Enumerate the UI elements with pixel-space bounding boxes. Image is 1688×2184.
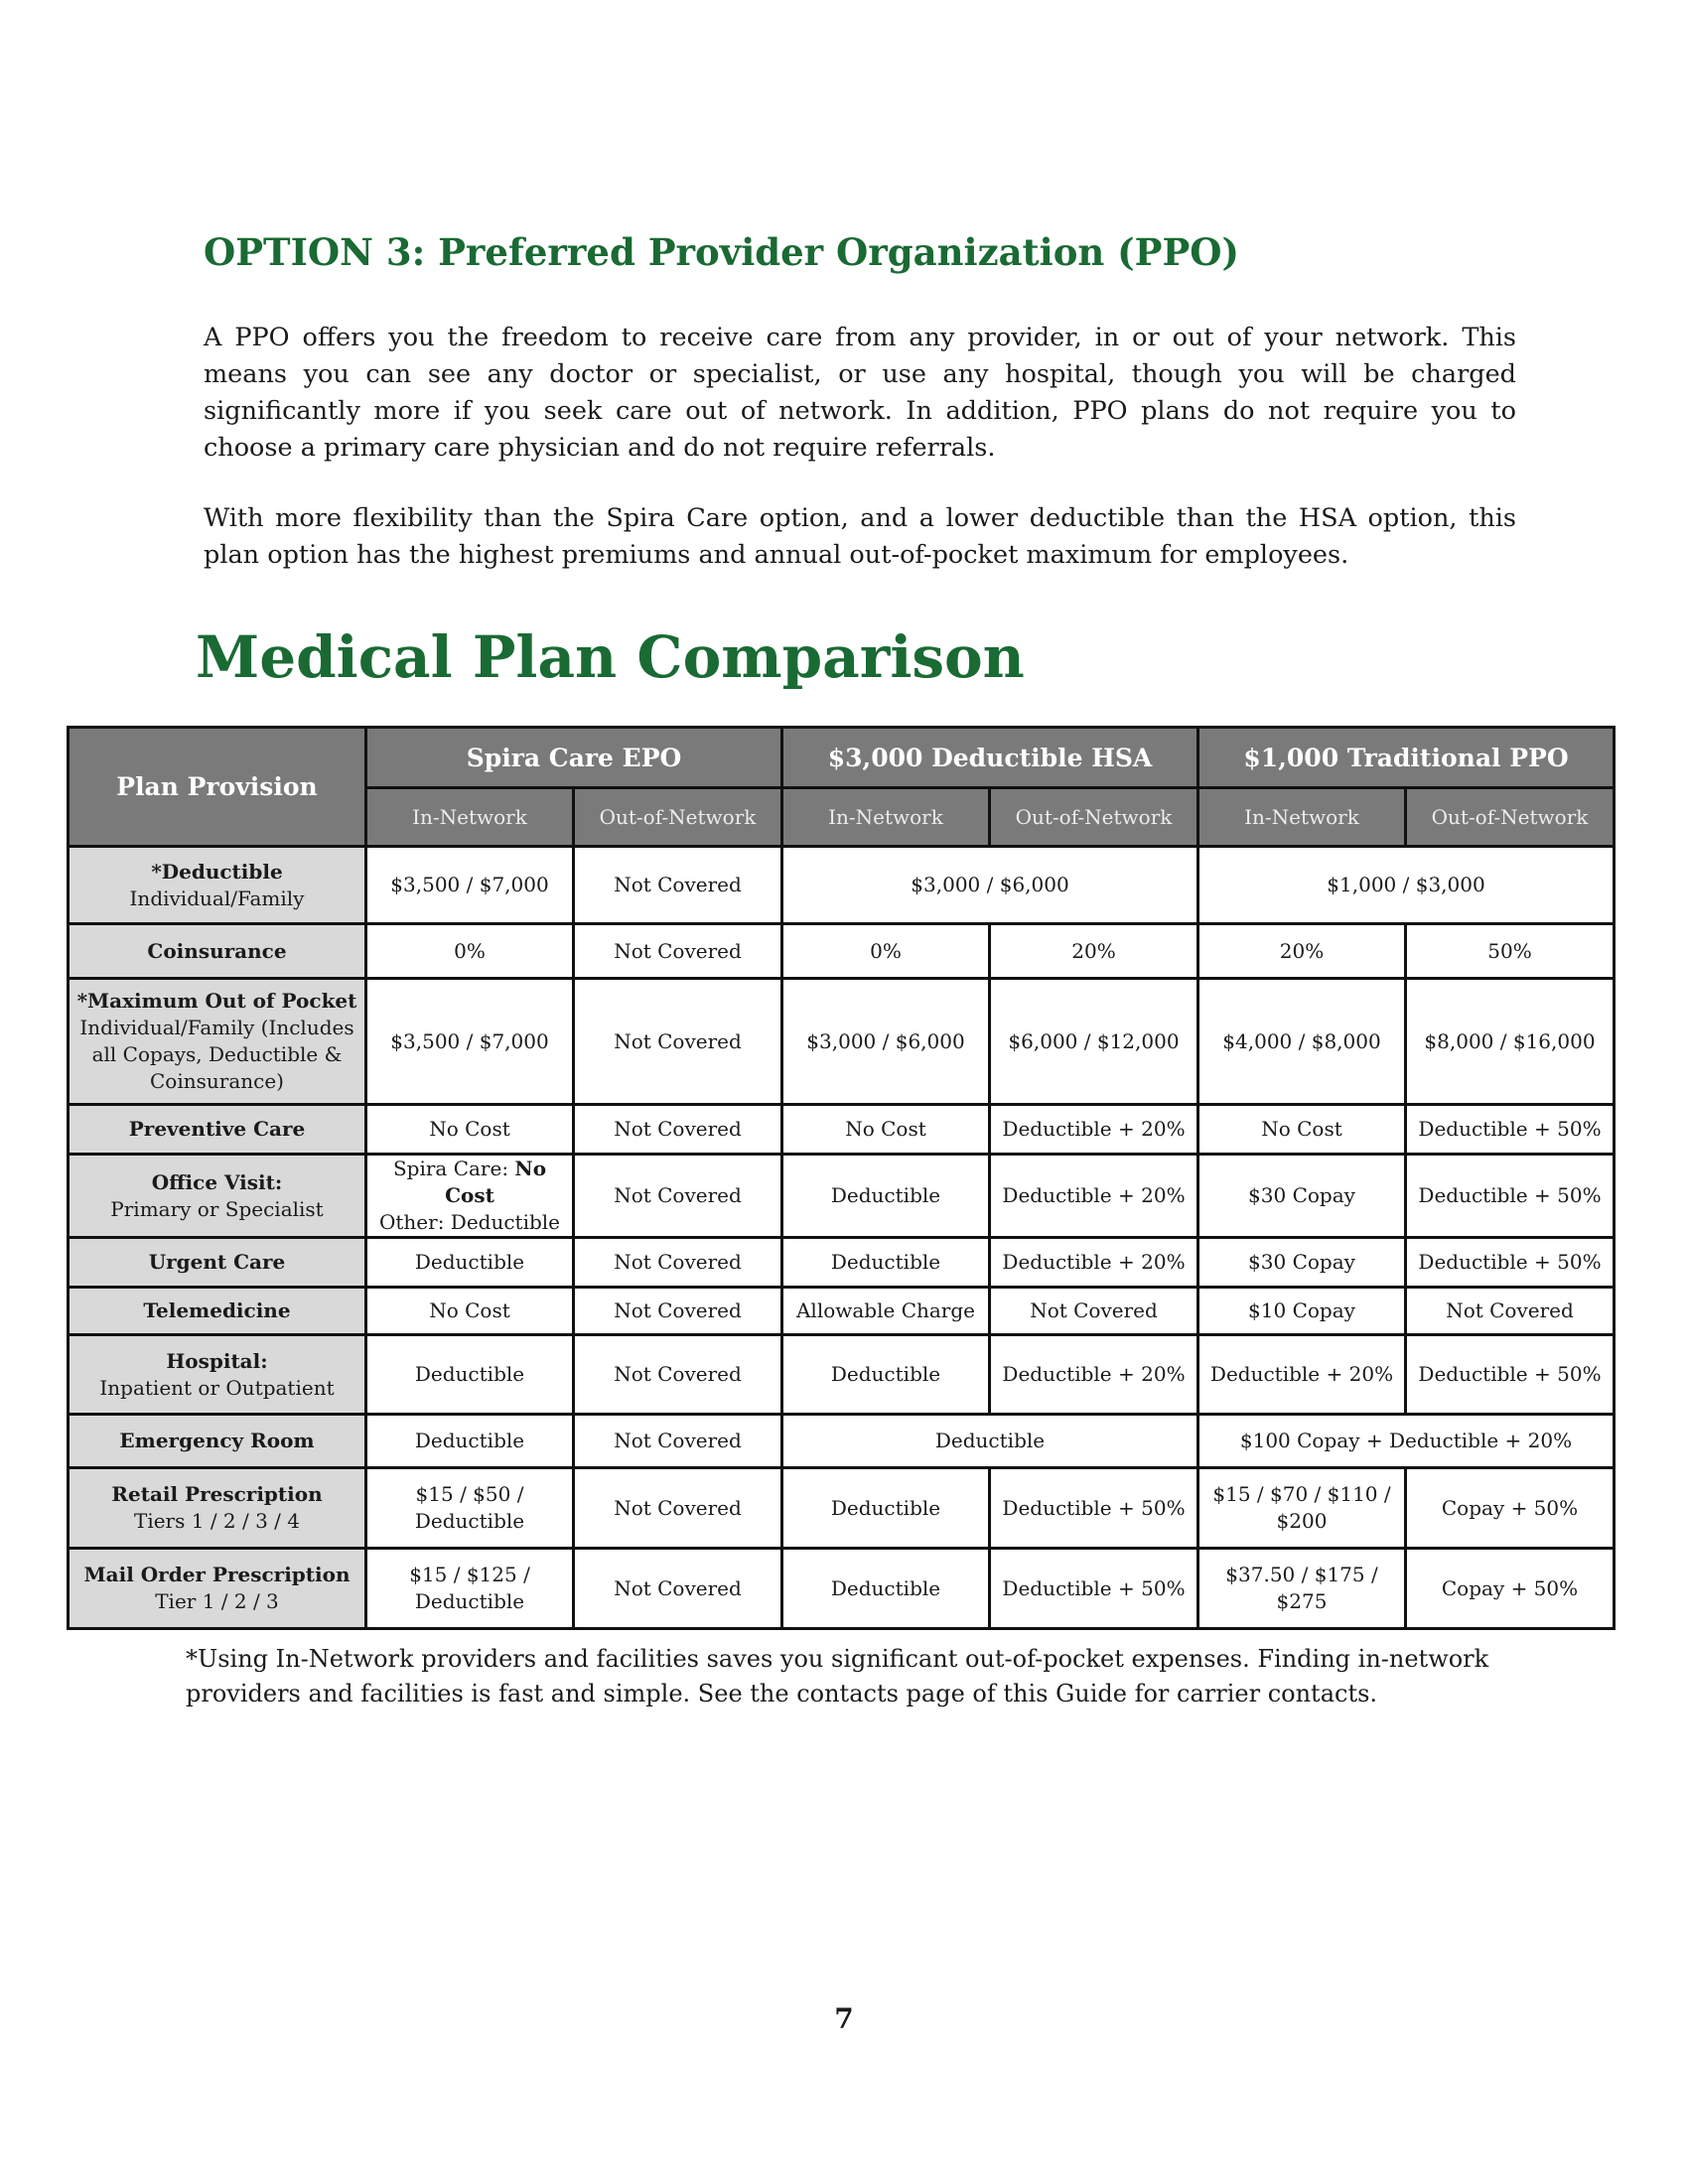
table-cell: Deductible + 20% [990, 1155, 1198, 1238]
table-cell: $30 Copay [1198, 1155, 1406, 1238]
table-cell: Deductible [782, 1468, 990, 1549]
provision-detail: Individual/Family [129, 886, 305, 910]
table-cell: Not Covered [574, 1105, 782, 1155]
table-cell: Not Covered [574, 847, 782, 924]
plan-comparison-table [67, 726, 1616, 1630]
table-cell: Deductible [782, 1335, 990, 1415]
provision-name: Telemedicine [143, 1298, 291, 1322]
table-cell: $4,000 / $8,000 [1198, 979, 1406, 1105]
provision-cell [69, 924, 366, 979]
table-cell: Not Covered [574, 1288, 782, 1335]
provision-cell [69, 1549, 366, 1629]
table-cell: No Cost [366, 1105, 574, 1155]
provision-detail: Tiers 1 / 2 / 3 / 4 [133, 1509, 300, 1533]
provision-cell [69, 1335, 366, 1415]
table-row [69, 1155, 1615, 1238]
plan-header-epo: Spira Care EPO [366, 728, 782, 788]
plan-header-ppo: $1,000 Traditional PPO [1198, 728, 1615, 788]
no-cost-label: No Cost [445, 1157, 547, 1207]
table-cell: $100 Copay + Deductible + 20% [1198, 1415, 1615, 1468]
table-cell: Allowable Charge [782, 1288, 990, 1335]
in-network-header: In-Network [1198, 788, 1406, 847]
table-cell: Not Covered [1406, 1288, 1615, 1335]
table-cell: $15 / $50 / Deductible [366, 1468, 574, 1549]
table-cell: Not Covered [990, 1288, 1198, 1335]
table-cell: Deductible + 20% [990, 1238, 1198, 1288]
table-cell: Deductible + 50% [990, 1549, 1198, 1629]
table-cell: 20% [990, 924, 1198, 979]
provision-name: Retail Prescription [111, 1482, 323, 1506]
table-cell: Not Covered [574, 1155, 782, 1238]
provision-name: *Deductible [151, 859, 283, 884]
provision-name: Mail Order Prescription [83, 1563, 351, 1586]
table-cell: 20% [1198, 924, 1406, 979]
table-cell: Deductible + 50% [1406, 1105, 1615, 1155]
table-row [69, 924, 1615, 979]
table-cell: Not Covered [574, 1549, 782, 1629]
plan-header-hsa: $3,000 Deductible HSA [782, 728, 1198, 788]
table-cell: Deductible + 50% [1406, 1238, 1615, 1288]
table-row [69, 1415, 1615, 1468]
out-network-header: Out-of-Network [1406, 788, 1615, 847]
table-cell: $3,500 / $7,000 [366, 847, 574, 924]
table-row [69, 1288, 1615, 1335]
provision-name: Coinsurance [147, 938, 287, 963]
table-cell: Not Covered [574, 1415, 782, 1468]
table-cell: Deductible + 20% [990, 1335, 1198, 1415]
in-network-header: In-Network [782, 788, 990, 847]
provision-detail: Inpatient or Outpatient [99, 1375, 335, 1400]
table-cell: Deductible [782, 1155, 990, 1238]
table-cell: Not Covered [574, 979, 782, 1105]
table-row [69, 979, 1615, 1105]
provision-detail: Individual/Family (Includes all Copays, Deductible & Coinsurance) [79, 1016, 354, 1093]
table-cell: Deductible [366, 1335, 574, 1415]
table-row [69, 1105, 1615, 1155]
comparison-title: Medical Plan Comparison [196, 623, 1025, 691]
table-cell: $6,000 / $12,000 [990, 979, 1198, 1105]
table-cell: $8,000 / $16,000 [1406, 979, 1615, 1105]
table-cell: Deductible [782, 1549, 990, 1629]
table-cell: No Cost [782, 1105, 990, 1155]
table-cell: Not Covered [574, 1335, 782, 1415]
table-cell: Not Covered [574, 1238, 782, 1288]
table-row [69, 1468, 1615, 1549]
table-cell: Copay + 50% [1406, 1549, 1615, 1629]
out-network-header: Out-of-Network [574, 788, 782, 847]
table-cell: $1,000 / $3,000 [1198, 847, 1615, 924]
provision-cell [69, 1288, 366, 1335]
other-label: Other: Deductible [378, 1210, 561, 1234]
footnote: *Using In-Network providers and facilities saves you significant out-of-pocket expenses. Finding in-network providers and facilities is fast and simple. See the contacts page of this Guide for carrier contacts. [186, 1645, 1489, 1707]
provision-cell [69, 1415, 366, 1468]
provision-name: Office Visit: [151, 1169, 283, 1194]
table-cell: Deductible [366, 1238, 574, 1288]
provision-name: *Maximum Out of Pocket [76, 989, 357, 1013]
provision-name: Urgent Care [148, 1250, 286, 1274]
table-cell: Deductible + 50% [1406, 1335, 1615, 1415]
table-cell: $30 Copay [1198, 1238, 1406, 1288]
table-cell: 0% [782, 924, 990, 979]
table-cell: No Cost [1198, 1105, 1406, 1155]
table-cell: $15 / $70 / $110 / $200 [1198, 1468, 1406, 1549]
page-number: 7 [834, 2002, 854, 2035]
table-row [69, 1238, 1615, 1288]
table-cell: $10 Copay [1198, 1288, 1406, 1335]
table-cell [366, 1155, 574, 1238]
table-cell: Deductible [366, 1415, 574, 1468]
provision-name: Preventive Care [128, 1117, 306, 1141]
table-cell: 50% [1406, 924, 1615, 979]
table-row [69, 847, 1615, 924]
table-cell: Not Covered [574, 924, 782, 979]
table-row [69, 1549, 1615, 1629]
provision-cell [69, 1155, 366, 1238]
provision-cell [69, 847, 366, 924]
table-cell: No Cost [366, 1288, 574, 1335]
provision-cell [69, 1238, 366, 1288]
table-cell: $3,000 / $6,000 [782, 979, 990, 1105]
table-cell: $15 / $125 / Deductible [366, 1549, 574, 1629]
table-cell: Deductible + 50% [1406, 1155, 1615, 1238]
table-cell: $3,000 / $6,000 [782, 847, 1198, 924]
table-cell: Deductible + 20% [1198, 1335, 1406, 1415]
table-cell: Not Covered [574, 1468, 782, 1549]
in-network-header: In-Network [366, 788, 574, 847]
provision-cell [69, 1468, 366, 1549]
provision-detail: Primary or Specialist [110, 1196, 324, 1221]
table-cell: Deductible [782, 1238, 990, 1288]
spira-care-label: Spira Care: [392, 1157, 515, 1180]
table-row [69, 1335, 1615, 1415]
table-cell: $37.50 / $175 / $275 [1198, 1549, 1406, 1629]
provision-name: Hospital: [166, 1348, 268, 1373]
table-cell: Deductible + 50% [990, 1468, 1198, 1549]
table-cell: Deductible + 20% [990, 1105, 1198, 1155]
table-cell: Copay + 50% [1406, 1468, 1615, 1549]
table-cell: 0% [366, 924, 574, 979]
provision-cell [69, 979, 366, 1105]
plan-provision-header: Plan Provision [69, 728, 366, 847]
intro-paragraph: A PPO offers you the freedom to receive care from any provider, in or out of your network. This means you can see any doctor or specialist, or use any hospital, though you will be charged significantly more if you seek care out of network. In addition, PPO plans do not require you to choose a primary care physician and do not require referrals. [204, 323, 1516, 463]
table-cell: $3,500 / $7,000 [366, 979, 574, 1105]
table-cell: Deductible [782, 1415, 1198, 1468]
provision-name: Emergency Room [119, 1429, 315, 1452]
provision-cell [69, 1105, 366, 1155]
out-network-header: Out-of-Network [990, 788, 1198, 847]
section-heading: OPTION 3: Preferred Provider Organization (PPO) [204, 230, 1240, 274]
provision-detail: Tier 1 / 2 / 3 [155, 1589, 279, 1613]
intro-paragraph-2: With more flexibility than the Spira Care option, and a lower deductible than the HSA option, this plan option has the highest premiums and annual out-of-pocket maximum for employees. [204, 503, 1516, 570]
